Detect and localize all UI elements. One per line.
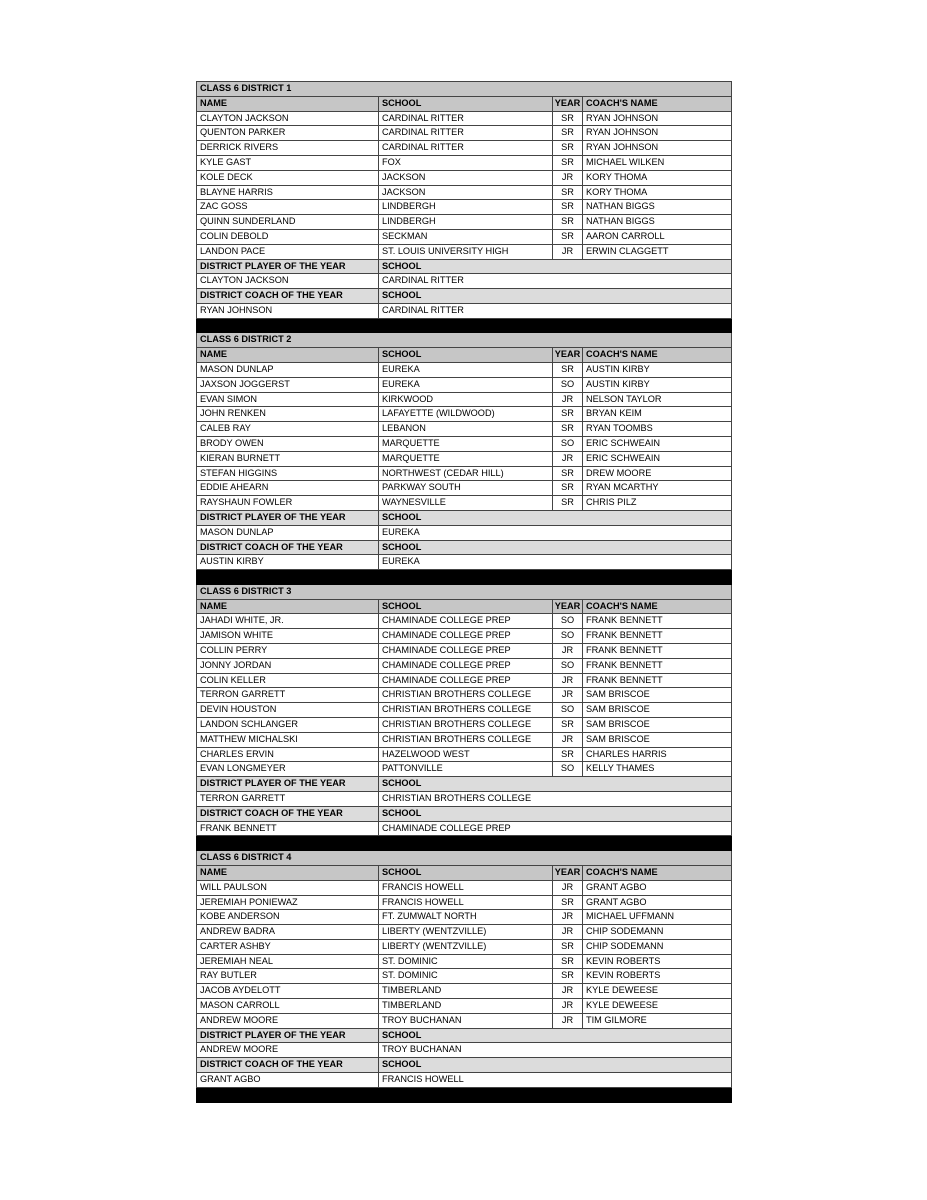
player-of-year-label: DISTRICT PLAYER OF THE YEAR <box>197 259 379 274</box>
column-header-row <box>197 96 732 111</box>
district-title: CLASS 6 DISTRICT 2 <box>197 333 732 348</box>
all-district-sheet <box>196 81 731 1103</box>
player-name: MATTHEW MICHALSKI <box>197 732 379 747</box>
table-row <box>197 200 732 215</box>
coach-of-year-label: DISTRICT COACH OF THE YEAR <box>197 806 379 821</box>
player-of-year-school: TROY BUCHANAN <box>379 1043 732 1058</box>
player-year: SR <box>553 215 583 230</box>
player-school: CHRISTIAN BROTHERS COLLEGE <box>379 703 553 718</box>
player-school: LEBANON <box>379 422 553 437</box>
player-name: COLLIN PERRY <box>197 644 379 659</box>
player-of-year-row <box>197 274 732 289</box>
player-of-year-school-label: SCHOOL <box>379 511 732 526</box>
table-row <box>197 422 732 437</box>
player-school: CARDINAL RITTER <box>379 141 553 156</box>
table-row <box>197 481 732 496</box>
coach-of-year-name: FRANK BENNETT <box>197 821 379 836</box>
table-row <box>197 969 732 984</box>
player-name: JONNY JORDAN <box>197 658 379 673</box>
player-school: LINDBERGH <box>379 200 553 215</box>
player-coach: KYLE DEWEESE <box>583 984 732 999</box>
player-school: NORTHWEST (CEDAR HILL) <box>379 466 553 481</box>
player-of-year-name: CLAYTON JACKSON <box>197 274 379 289</box>
player-year: SO <box>553 614 583 629</box>
player-school: ST. DOMINIC <box>379 954 553 969</box>
table-row <box>197 437 732 452</box>
player-school: CHAMINADE COLLEGE PREP <box>379 673 553 688</box>
player-name: ZAC GOSS <box>197 200 379 215</box>
player-coach: ERWIN CLAGGETT <box>583 244 732 259</box>
player-coach: GRANT AGBO <box>583 880 732 895</box>
coach-of-year-name: GRANT AGBO <box>197 1073 379 1088</box>
player-coach: KEVIN ROBERTS <box>583 954 732 969</box>
district-title-row <box>197 584 732 599</box>
player-name: EVAN LONGMEYER <box>197 762 379 777</box>
player-school: SECKMAN <box>379 229 553 244</box>
player-of-year-header-row <box>197 511 732 526</box>
coach-header: COACH'S NAME <box>583 348 732 363</box>
player-school: EUREKA <box>379 377 553 392</box>
name-header: NAME <box>197 96 379 111</box>
player-coach: RYAN JOHNSON <box>583 111 732 126</box>
player-coach: NELSON TAYLOR <box>583 392 732 407</box>
name-header: NAME <box>197 599 379 614</box>
district-title: CLASS 6 DISTRICT 1 <box>197 82 732 97</box>
player-of-year-label: DISTRICT PLAYER OF THE YEAR <box>197 511 379 526</box>
coach-of-year-header-row <box>197 289 732 304</box>
table-row <box>197 939 732 954</box>
all-district-table <box>196 81 732 1103</box>
player-year: JR <box>553 999 583 1014</box>
player-name: KYLE GAST <box>197 155 379 170</box>
name-header: NAME <box>197 865 379 880</box>
player-coach: RYAN JOHNSON <box>583 126 732 141</box>
coach-of-year-school: EUREKA <box>379 555 732 570</box>
player-coach: KORY THOMA <box>583 185 732 200</box>
player-school: LINDBERGH <box>379 215 553 230</box>
player-year: SR <box>553 718 583 733</box>
player-school: WAYNESVILLE <box>379 496 553 511</box>
player-year: SR <box>553 141 583 156</box>
player-year: SR <box>553 229 583 244</box>
player-coach: FRANK BENNETT <box>583 644 732 659</box>
player-name: BLAYNE HARRIS <box>197 185 379 200</box>
player-year: SO <box>553 703 583 718</box>
player-coach: ERIC SCHWEAIN <box>583 437 732 452</box>
coach-of-year-row <box>197 303 732 318</box>
table-row <box>197 984 732 999</box>
player-of-year-header-row <box>197 777 732 792</box>
player-coach: KELLY THAMES <box>583 762 732 777</box>
player-school: CHRISTIAN BROTHERS COLLEGE <box>379 718 553 733</box>
year-header: YEAR <box>553 96 583 111</box>
player-year: JR <box>553 244 583 259</box>
player-coach: RYAN TOOMBS <box>583 422 732 437</box>
player-year: SR <box>553 969 583 984</box>
player-name: EDDIE AHEARN <box>197 481 379 496</box>
player-name: JAMISON WHITE <box>197 629 379 644</box>
table-row <box>197 141 732 156</box>
coach-of-year-label: DISTRICT COACH OF THE YEAR <box>197 540 379 555</box>
player-name: JACOB AYDELOTT <box>197 984 379 999</box>
column-header-row <box>197 599 732 614</box>
player-coach: GRANT AGBO <box>583 895 732 910</box>
player-coach: CHRIS PILZ <box>583 496 732 511</box>
player-school: CHAMINADE COLLEGE PREP <box>379 629 553 644</box>
table-row <box>197 910 732 925</box>
player-year: SR <box>553 407 583 422</box>
table-row <box>197 466 732 481</box>
coach-of-year-row <box>197 821 732 836</box>
player-of-year-school: CHRISTIAN BROTHERS COLLEGE <box>379 792 732 807</box>
player-school: TIMBERLAND <box>379 999 553 1014</box>
player-name: COLIN DEBOLD <box>197 229 379 244</box>
player-of-year-row <box>197 525 732 540</box>
player-year: SR <box>553 747 583 762</box>
table-row <box>197 718 732 733</box>
player-name: CALEB RAY <box>197 422 379 437</box>
player-of-year-row <box>197 1043 732 1058</box>
player-name: JAHADI WHITE, JR. <box>197 614 379 629</box>
player-coach: SAM BRISCOE <box>583 703 732 718</box>
table-row <box>197 644 732 659</box>
player-name: KIERAN BURNETT <box>197 451 379 466</box>
separator-bar <box>197 318 732 333</box>
name-header: NAME <box>197 348 379 363</box>
player-year: JR <box>553 392 583 407</box>
year-header: YEAR <box>553 348 583 363</box>
district-separator <box>197 836 732 851</box>
player-school: MARQUETTE <box>379 451 553 466</box>
player-coach: CHIP SODEMANN <box>583 939 732 954</box>
table-row <box>197 363 732 378</box>
player-school: EUREKA <box>379 363 553 378</box>
coach-of-year-school: CHAMINADE COLLEGE PREP <box>379 821 732 836</box>
school-header: SCHOOL <box>379 348 553 363</box>
player-year: JR <box>553 170 583 185</box>
player-coach: SAM BRISCOE <box>583 732 732 747</box>
player-coach: MICHAEL UFFMANN <box>583 910 732 925</box>
player-school: MARQUETTE <box>379 437 553 452</box>
table-row <box>197 215 732 230</box>
player-of-year-school: EUREKA <box>379 525 732 540</box>
player-coach: KORY THOMA <box>583 170 732 185</box>
player-year: JR <box>553 451 583 466</box>
coach-of-year-school-label: SCHOOL <box>379 289 732 304</box>
player-school: CHRISTIAN BROTHERS COLLEGE <box>379 732 553 747</box>
player-name: DEVIN HOUSTON <box>197 703 379 718</box>
district-title-row <box>197 851 732 866</box>
player-coach: FRANK BENNETT <box>583 629 732 644</box>
player-school: CARDINAL RITTER <box>379 111 553 126</box>
district-separator <box>197 318 732 333</box>
player-school: FOX <box>379 155 553 170</box>
player-year: SO <box>553 658 583 673</box>
player-name: JAXSON JOGGERST <box>197 377 379 392</box>
player-school: FT. ZUMWALT NORTH <box>379 910 553 925</box>
player-of-year-school-label: SCHOOL <box>379 259 732 274</box>
player-year: JR <box>553 732 583 747</box>
player-school: JACKSON <box>379 170 553 185</box>
player-coach: MICHAEL WILKEN <box>583 155 732 170</box>
coach-of-year-label: DISTRICT COACH OF THE YEAR <box>197 289 379 304</box>
table-row <box>197 658 732 673</box>
coach-of-year-name: RYAN JOHNSON <box>197 303 379 318</box>
player-school: LAFAYETTE (WILDWOOD) <box>379 407 553 422</box>
coach-of-year-header-row <box>197 806 732 821</box>
player-school: CHRISTIAN BROTHERS COLLEGE <box>379 688 553 703</box>
player-school: JACKSON <box>379 185 553 200</box>
player-coach: DREW MOORE <box>583 466 732 481</box>
player-school: LIBERTY (WENTZVILLE) <box>379 925 553 940</box>
player-school: CARDINAL RITTER <box>379 126 553 141</box>
table-row <box>197 880 732 895</box>
coach-header: COACH'S NAME <box>583 599 732 614</box>
player-school: LIBERTY (WENTZVILLE) <box>379 939 553 954</box>
player-year: SR <box>553 422 583 437</box>
player-name: CHARLES ERVIN <box>197 747 379 762</box>
separator-bar <box>197 570 732 585</box>
table-row <box>197 377 732 392</box>
player-school: TIMBERLAND <box>379 984 553 999</box>
player-name: KOBE ANDERSON <box>197 910 379 925</box>
player-school: CHAMINADE COLLEGE PREP <box>379 614 553 629</box>
player-coach: CHIP SODEMANN <box>583 925 732 940</box>
player-of-year-school: CARDINAL RITTER <box>379 274 732 289</box>
year-header: YEAR <box>553 865 583 880</box>
coach-header: COACH'S NAME <box>583 96 732 111</box>
school-header: SCHOOL <box>379 865 553 880</box>
year-header: YEAR <box>553 599 583 614</box>
player-of-year-name: ANDREW MOORE <box>197 1043 379 1058</box>
player-name: JEREMIAH PONIEWAZ <box>197 895 379 910</box>
player-of-year-label: DISTRICT PLAYER OF THE YEAR <box>197 1028 379 1043</box>
column-header-row <box>197 865 732 880</box>
coach-of-year-header-row <box>197 540 732 555</box>
player-coach: KYLE DEWEESE <box>583 999 732 1014</box>
player-coach: FRANK BENNETT <box>583 673 732 688</box>
player-coach: NATHAN BIGGS <box>583 200 732 215</box>
player-of-year-name: MASON DUNLAP <box>197 525 379 540</box>
district-title: CLASS 6 DISTRICT 4 <box>197 851 732 866</box>
player-year: JR <box>553 1013 583 1028</box>
player-year: JR <box>553 910 583 925</box>
player-coach: AUSTIN KIRBY <box>583 363 732 378</box>
player-year: SR <box>553 954 583 969</box>
player-coach: FRANK BENNETT <box>583 658 732 673</box>
coach-of-year-school: FRANCIS HOWELL <box>379 1073 732 1088</box>
table-row <box>197 732 732 747</box>
player-name: KOLE DECK <box>197 170 379 185</box>
table-row <box>197 895 732 910</box>
player-school: KIRKWOOD <box>379 392 553 407</box>
player-name: COLIN KELLER <box>197 673 379 688</box>
player-name: MASON CARROLL <box>197 999 379 1014</box>
table-row <box>197 688 732 703</box>
player-year: SO <box>553 629 583 644</box>
table-row <box>197 155 732 170</box>
player-name: TERRON GARRETT <box>197 688 379 703</box>
player-name: RAYSHAUN FOWLER <box>197 496 379 511</box>
player-of-year-school-label: SCHOOL <box>379 777 732 792</box>
player-of-year-label: DISTRICT PLAYER OF THE YEAR <box>197 777 379 792</box>
coach-of-year-row <box>197 555 732 570</box>
player-of-year-name: TERRON GARRETT <box>197 792 379 807</box>
district-separator <box>197 570 732 585</box>
player-name: QUENTON PARKER <box>197 126 379 141</box>
player-year: SR <box>553 185 583 200</box>
district-separator <box>197 1087 732 1102</box>
player-name: ANDREW MOORE <box>197 1013 379 1028</box>
player-year: JR <box>553 925 583 940</box>
player-of-year-header-row <box>197 259 732 274</box>
table-row <box>197 673 732 688</box>
table-row <box>197 407 732 422</box>
table-row <box>197 496 732 511</box>
player-school: TROY BUCHANAN <box>379 1013 553 1028</box>
player-name: QUINN SUNDERLAND <box>197 215 379 230</box>
player-coach: AUSTIN KIRBY <box>583 377 732 392</box>
coach-of-year-name: AUSTIN KIRBY <box>197 555 379 570</box>
player-year: JR <box>553 880 583 895</box>
player-year: SR <box>553 111 583 126</box>
table-row <box>197 392 732 407</box>
table-row <box>197 954 732 969</box>
district-title: CLASS 6 DISTRICT 3 <box>197 584 732 599</box>
player-year: SR <box>553 895 583 910</box>
table-row <box>197 126 732 141</box>
player-school: FRANCIS HOWELL <box>379 895 553 910</box>
player-year: SR <box>553 155 583 170</box>
player-name: JEREMIAH NEAL <box>197 954 379 969</box>
coach-of-year-school-label: SCHOOL <box>379 806 732 821</box>
player-year: JR <box>553 984 583 999</box>
player-coach: TIM GILMORE <box>583 1013 732 1028</box>
player-year: JR <box>553 688 583 703</box>
player-school: CHAMINADE COLLEGE PREP <box>379 658 553 673</box>
player-coach: RYAN MCARTHY <box>583 481 732 496</box>
player-name: CLAYTON JACKSON <box>197 111 379 126</box>
district-title-row <box>197 82 732 97</box>
player-coach: RYAN JOHNSON <box>583 141 732 156</box>
coach-header: COACH'S NAME <box>583 865 732 880</box>
table-row <box>197 185 732 200</box>
column-header-row <box>197 348 732 363</box>
player-year: SR <box>553 126 583 141</box>
table-row <box>197 111 732 126</box>
table-row <box>197 703 732 718</box>
player-school: FRANCIS HOWELL <box>379 880 553 895</box>
player-name: DERRICK RIVERS <box>197 141 379 156</box>
player-year: SR <box>553 363 583 378</box>
table-row <box>197 1013 732 1028</box>
player-school: CHAMINADE COLLEGE PREP <box>379 644 553 659</box>
coach-of-year-school-label: SCHOOL <box>379 1058 732 1073</box>
table-row <box>197 244 732 259</box>
table-row <box>197 999 732 1014</box>
school-header: SCHOOL <box>379 599 553 614</box>
player-coach: FRANK BENNETT <box>583 614 732 629</box>
player-school: ST. LOUIS UNIVERSITY HIGH <box>379 244 553 259</box>
player-name: JOHN RENKEN <box>197 407 379 422</box>
coach-of-year-school-label: SCHOOL <box>379 540 732 555</box>
player-year: SR <box>553 939 583 954</box>
player-year: SO <box>553 377 583 392</box>
table-row <box>197 451 732 466</box>
player-year: SR <box>553 481 583 496</box>
player-coach: ERIC SCHWEAIN <box>583 451 732 466</box>
coach-of-year-label: DISTRICT COACH OF THE YEAR <box>197 1058 379 1073</box>
coach-of-year-row <box>197 1073 732 1088</box>
school-header: SCHOOL <box>379 96 553 111</box>
player-name: MASON DUNLAP <box>197 363 379 378</box>
table-row <box>197 747 732 762</box>
player-coach: KEVIN ROBERTS <box>583 969 732 984</box>
coach-of-year-school: CARDINAL RITTER <box>379 303 732 318</box>
coach-of-year-header-row <box>197 1058 732 1073</box>
player-school: ST. DOMINIC <box>379 969 553 984</box>
player-year: SO <box>553 437 583 452</box>
player-year: SR <box>553 466 583 481</box>
table-row <box>197 629 732 644</box>
player-coach: SAM BRISCOE <box>583 718 732 733</box>
player-name: BRODY OWEN <box>197 437 379 452</box>
player-name: EVAN SIMON <box>197 392 379 407</box>
table-row <box>197 229 732 244</box>
player-of-year-school-label: SCHOOL <box>379 1028 732 1043</box>
player-name: LANDON PACE <box>197 244 379 259</box>
player-school: PARKWAY SOUTH <box>379 481 553 496</box>
player-of-year-header-row <box>197 1028 732 1043</box>
player-coach: CHARLES HARRIS <box>583 747 732 762</box>
table-row <box>197 170 732 185</box>
player-school: HAZELWOOD WEST <box>379 747 553 762</box>
player-name: LANDON SCHLANGER <box>197 718 379 733</box>
player-year: JR <box>553 673 583 688</box>
player-school: PATTONVILLE <box>379 762 553 777</box>
player-name: RAY BUTLER <box>197 969 379 984</box>
player-name: ANDREW BADRA <box>197 925 379 940</box>
player-name: WILL PAULSON <box>197 880 379 895</box>
player-name: CARTER ASHBY <box>197 939 379 954</box>
player-coach: BRYAN KEIM <box>583 407 732 422</box>
player-coach: NATHAN BIGGS <box>583 215 732 230</box>
player-year: JR <box>553 644 583 659</box>
separator-bar <box>197 836 732 851</box>
district-title-row <box>197 333 732 348</box>
table-row <box>197 762 732 777</box>
player-year: SR <box>553 496 583 511</box>
player-coach: AARON CARROLL <box>583 229 732 244</box>
table-row <box>197 925 732 940</box>
player-year: SR <box>553 200 583 215</box>
player-of-year-row <box>197 792 732 807</box>
separator-bar <box>197 1087 732 1102</box>
player-year: SO <box>553 762 583 777</box>
player-coach: SAM BRISCOE <box>583 688 732 703</box>
player-name: STEFAN HIGGINS <box>197 466 379 481</box>
table-row <box>197 614 732 629</box>
